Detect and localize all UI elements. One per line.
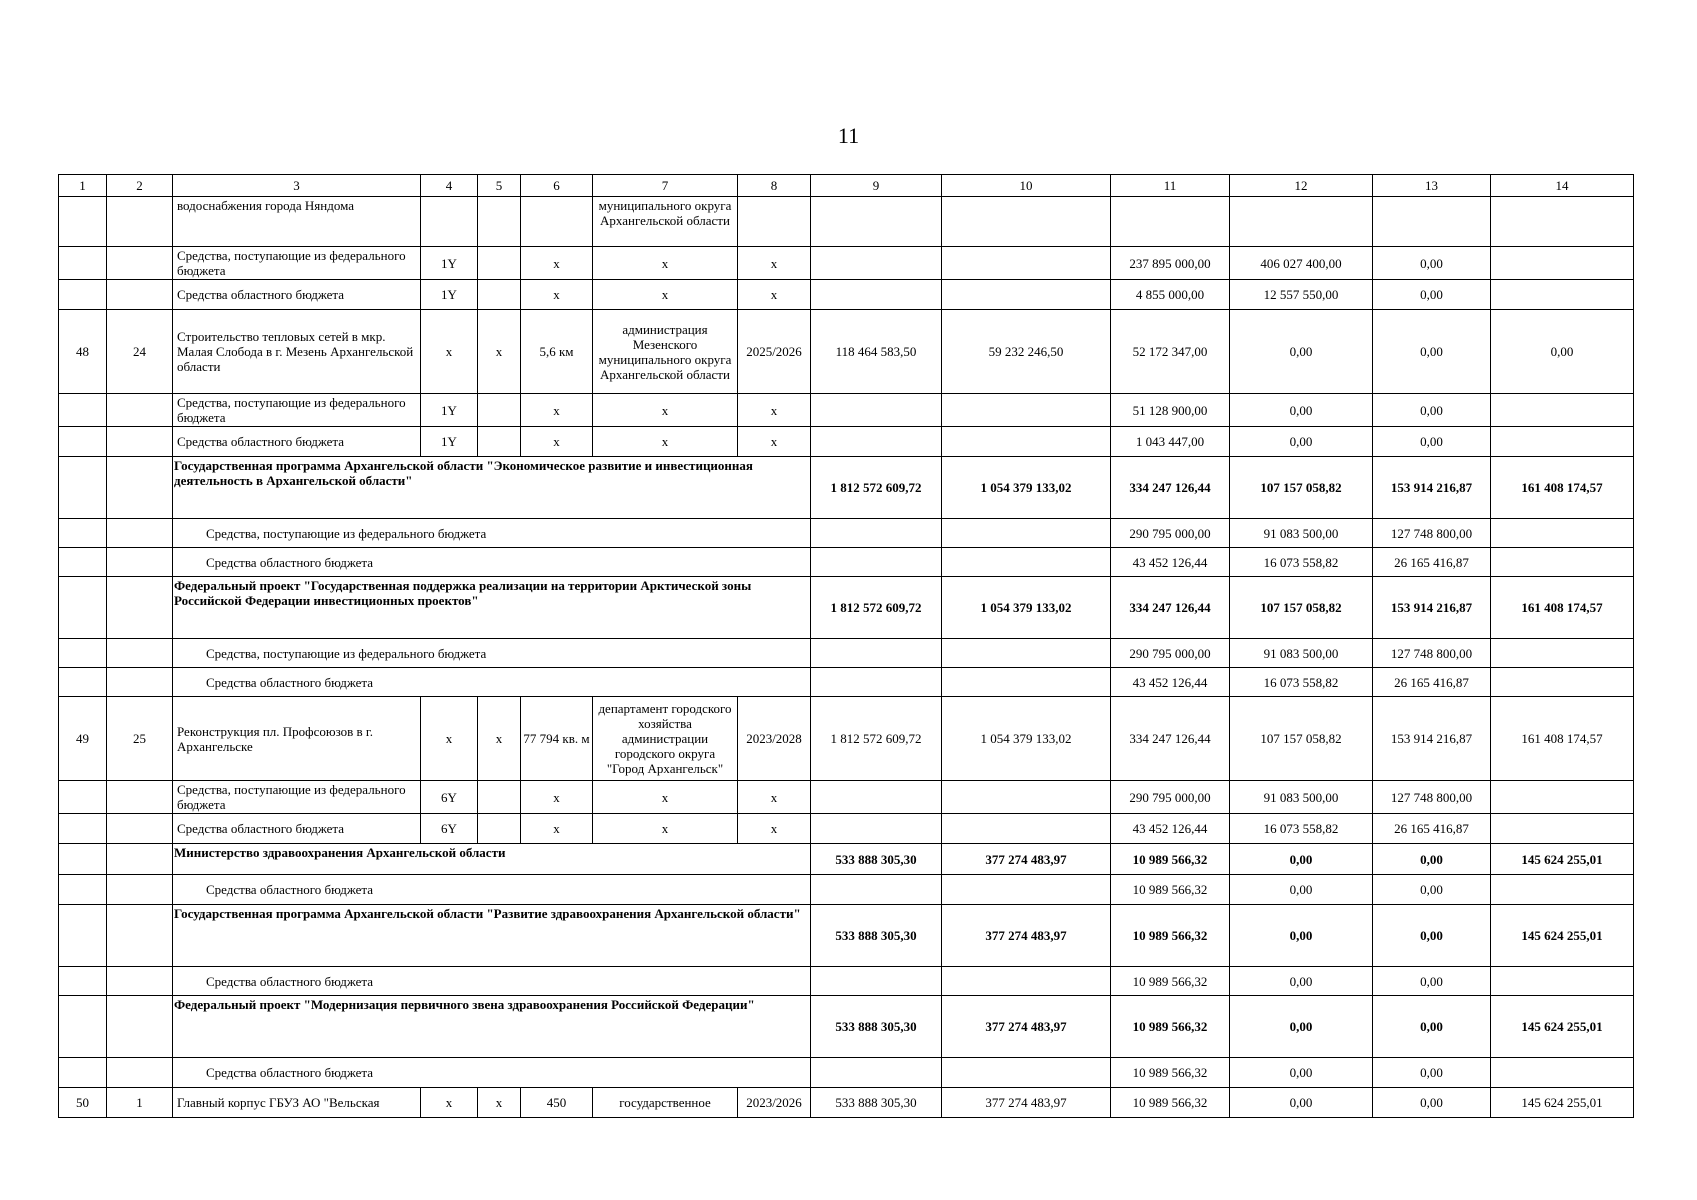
item-number [107, 668, 173, 697]
cost-total [811, 197, 942, 247]
cost-balance [942, 519, 1111, 548]
cost-total [811, 280, 942, 310]
row-number [59, 814, 107, 844]
amount-2025: 0,00 [1230, 996, 1373, 1058]
cost-total [811, 548, 942, 577]
code: 6Y [421, 814, 478, 844]
cost-balance [942, 967, 1111, 996]
cost-balance [942, 875, 1111, 905]
amount-later [1491, 247, 1634, 280]
column-number: 3 [173, 175, 421, 197]
amount-later: 0,00 [1491, 310, 1634, 394]
item-name: Средства, поступающие из федерального бюджета [173, 247, 421, 280]
period: 2025/2026 [738, 310, 811, 394]
column-number: 14 [1491, 175, 1634, 197]
col5 [478, 427, 521, 457]
amount-2024: 334 247 126,44 [1111, 577, 1230, 639]
row-number [59, 247, 107, 280]
amount-2025: 0,00 [1230, 427, 1373, 457]
funding-source-row [59, 639, 1634, 668]
amount-2024: 4 855 000,00 [1111, 280, 1230, 310]
amount-2026: 0,00 [1373, 996, 1491, 1058]
cost-balance [942, 781, 1111, 814]
funding-source-row [59, 519, 1634, 548]
responsible: x [593, 781, 738, 814]
cost-balance: 377 274 483,97 [942, 996, 1111, 1058]
row-number [59, 577, 107, 639]
cost-total [811, 639, 942, 668]
row-number [59, 394, 107, 427]
amount-2024: 10 989 566,32 [1111, 844, 1230, 875]
amount-later [1491, 875, 1634, 905]
item-number [107, 427, 173, 457]
cost-total: 533 888 305,30 [811, 844, 942, 875]
table-row [59, 280, 1634, 310]
amount-later: 161 408 174,57 [1491, 697, 1634, 781]
item-number [107, 781, 173, 814]
amount-2024: 10 989 566,32 [1111, 875, 1230, 905]
period: x [738, 394, 811, 427]
section-title-row [59, 844, 1634, 875]
item-number [107, 457, 173, 519]
funding-source-label: Средства областного бюджета [173, 548, 811, 577]
table-row [59, 247, 1634, 280]
funding-source-label: Средства областного бюджета [173, 668, 811, 697]
amount-2024: 237 895 000,00 [1111, 247, 1230, 280]
capacity: x [521, 814, 593, 844]
cost-balance [942, 280, 1111, 310]
item-name: Строительство тепловых сетей в мкр. Малая Слобода в г. Мезень Архангельской области [173, 310, 421, 394]
amount-2026: 0,00 [1373, 310, 1491, 394]
row-number: 49 [59, 697, 107, 781]
section-title: Министерство здравоохранения Архангельской области [173, 844, 811, 875]
amount-2025: 107 157 058,82 [1230, 697, 1373, 781]
amount-2026: 0,00 [1373, 280, 1491, 310]
cost-total: 118 464 583,50 [811, 310, 942, 394]
responsible: x [593, 280, 738, 310]
amount-2024: 10 989 566,32 [1111, 905, 1230, 967]
amount-2026: 0,00 [1373, 905, 1491, 967]
capacity: x [521, 781, 593, 814]
row-number [59, 875, 107, 905]
amount-2026: 153 914 216,87 [1373, 697, 1491, 781]
funding-source-label: Средства, поступающие из федерального бюджета [173, 639, 811, 668]
table-row [59, 310, 1634, 394]
cost-total [811, 967, 942, 996]
item-number [107, 1058, 173, 1088]
amount-2025 [1230, 197, 1373, 247]
period [738, 197, 811, 247]
col5: x [478, 697, 521, 781]
cost-balance [942, 247, 1111, 280]
amount-later [1491, 280, 1634, 310]
cost-balance: 377 274 483,97 [942, 1088, 1111, 1118]
amount-2025: 0,00 [1230, 1058, 1373, 1088]
cost-total: 533 888 305,30 [811, 1088, 942, 1118]
row-number [59, 996, 107, 1058]
column-number: 6 [521, 175, 593, 197]
cost-balance [942, 197, 1111, 247]
code: 1Y [421, 247, 478, 280]
row-number [59, 427, 107, 457]
amount-2026: 0,00 [1373, 247, 1491, 280]
period: x [738, 280, 811, 310]
responsible: x [593, 394, 738, 427]
amount-later: 145 624 255,01 [1491, 996, 1634, 1058]
page-number: 11 [837, 123, 860, 148]
column-number: 9 [811, 175, 942, 197]
item-number [107, 967, 173, 996]
amount-2024: 10 989 566,32 [1111, 1058, 1230, 1088]
item-name: водоснабжения города Няндома [173, 197, 421, 247]
column-number: 8 [738, 175, 811, 197]
amount-later: 161 408 174,57 [1491, 577, 1634, 639]
capacity: x [521, 280, 593, 310]
amount-2024: 290 795 000,00 [1111, 781, 1230, 814]
cost-balance [942, 668, 1111, 697]
amount-later [1491, 519, 1634, 548]
column-number: 12 [1230, 175, 1373, 197]
amount-later [1491, 427, 1634, 457]
code: x [421, 310, 478, 394]
amount-2024: 10 989 566,32 [1111, 1088, 1230, 1118]
budget-table [58, 174, 1634, 1118]
column-number: 2 [107, 175, 173, 197]
amount-later: 145 624 255,01 [1491, 1088, 1634, 1118]
item-name: Реконструкция пл. Профсоюзов в г. Архангельске [173, 697, 421, 781]
funding-source-row [59, 1058, 1634, 1088]
amount-2026: 26 165 416,87 [1373, 548, 1491, 577]
amount-later [1491, 548, 1634, 577]
row-number [59, 197, 107, 247]
cost-balance [942, 639, 1111, 668]
funding-source-label: Средства, поступающие из федерального бюджета [173, 519, 811, 548]
amount-later: 161 408 174,57 [1491, 457, 1634, 519]
amount-later [1491, 639, 1634, 668]
table-row [59, 197, 1634, 247]
col5 [478, 280, 521, 310]
cost-total: 1 812 572 609,72 [811, 457, 942, 519]
code: 1Y [421, 394, 478, 427]
cost-balance: 1 054 379 133,02 [942, 457, 1111, 519]
column-number: 10 [942, 175, 1111, 197]
item-name: Средства областного бюджета [173, 280, 421, 310]
row-number [59, 280, 107, 310]
amount-2024: 334 247 126,44 [1111, 697, 1230, 781]
table-row [59, 814, 1634, 844]
amount-2026: 0,00 [1373, 875, 1491, 905]
responsible: департамент городского хозяйства администрации городского округа "Город Архангельск" [593, 697, 738, 781]
amount-2024: 52 172 347,00 [1111, 310, 1230, 394]
funding-source-label: Средства областного бюджета [173, 1058, 811, 1088]
amount-2025: 0,00 [1230, 394, 1373, 427]
cost-balance [942, 1058, 1111, 1088]
item-number: 1 [107, 1088, 173, 1118]
table-row [59, 697, 1634, 781]
period: x [738, 427, 811, 457]
item-number [107, 280, 173, 310]
item-name: Средства областного бюджета [173, 427, 421, 457]
funding-source-row [59, 548, 1634, 577]
amount-2024: 51 128 900,00 [1111, 394, 1230, 427]
column-number: 1 [59, 175, 107, 197]
row-number [59, 844, 107, 875]
cost-total [811, 814, 942, 844]
amount-2026: 0,00 [1373, 394, 1491, 427]
section-title-row [59, 577, 1634, 639]
amount-2026: 0,00 [1373, 427, 1491, 457]
row-number [59, 548, 107, 577]
cost-total [811, 668, 942, 697]
funding-source-row [59, 875, 1634, 905]
amount-2025: 107 157 058,82 [1230, 577, 1373, 639]
amount-2025: 0,00 [1230, 1088, 1373, 1118]
code: x [421, 697, 478, 781]
period: 2023/2026 [738, 1088, 811, 1118]
responsible: государственное [593, 1088, 738, 1118]
amount-later [1491, 394, 1634, 427]
cost-balance [942, 548, 1111, 577]
column-number-row [59, 175, 1634, 197]
cost-total: 533 888 305,30 [811, 905, 942, 967]
amount-2024: 290 795 000,00 [1111, 639, 1230, 668]
amount-2025: 12 557 550,00 [1230, 280, 1373, 310]
amount-2025: 0,00 [1230, 905, 1373, 967]
amount-2025: 0,00 [1230, 967, 1373, 996]
amount-later [1491, 814, 1634, 844]
funding-source-label: Средства областного бюджета [173, 875, 811, 905]
amount-2024: 43 452 126,44 [1111, 548, 1230, 577]
amount-2025: 16 073 558,82 [1230, 814, 1373, 844]
cost-total: 1 812 572 609,72 [811, 577, 942, 639]
item-number: 25 [107, 697, 173, 781]
cost-total [811, 781, 942, 814]
capacity: x [521, 247, 593, 280]
item-number [107, 577, 173, 639]
item-number [107, 639, 173, 668]
amount-2025: 91 083 500,00 [1230, 781, 1373, 814]
cost-total [811, 427, 942, 457]
cost-total: 1 812 572 609,72 [811, 697, 942, 781]
code: 1Y [421, 280, 478, 310]
col5 [478, 814, 521, 844]
row-number [59, 967, 107, 996]
amount-2026: 26 165 416,87 [1373, 668, 1491, 697]
cost-total [811, 247, 942, 280]
amount-2024: 10 989 566,32 [1111, 967, 1230, 996]
item-name: Средства областного бюджета [173, 814, 421, 844]
funding-source-label: Средства областного бюджета [173, 967, 811, 996]
item-name: Главный корпус ГБУЗ АО "Вельская [173, 1088, 421, 1118]
item-number [107, 548, 173, 577]
row-number: 48 [59, 310, 107, 394]
cost-balance [942, 394, 1111, 427]
table-row [59, 394, 1634, 427]
code: 6Y [421, 781, 478, 814]
amount-2025: 0,00 [1230, 875, 1373, 905]
capacity: x [521, 394, 593, 427]
amount-2025: 0,00 [1230, 844, 1373, 875]
amount-2026: 26 165 416,87 [1373, 814, 1491, 844]
cost-total: 533 888 305,30 [811, 996, 942, 1058]
cost-balance: 1 054 379 133,02 [942, 577, 1111, 639]
cost-balance: 377 274 483,97 [942, 844, 1111, 875]
col5: x [478, 310, 521, 394]
item-number: 24 [107, 310, 173, 394]
item-number [107, 394, 173, 427]
section-title: Государственная программа Архангельской области "Экономическое развитие и инвестиционная деятельность в Архангельской области" [173, 457, 811, 519]
cost-balance [942, 427, 1111, 457]
col5 [478, 247, 521, 280]
amount-later: 145 624 255,01 [1491, 844, 1634, 875]
row-number [59, 639, 107, 668]
section-title-row [59, 996, 1634, 1058]
amount-later [1491, 967, 1634, 996]
responsible: муниципального округа Архангельской области [593, 197, 738, 247]
row-number [59, 1058, 107, 1088]
responsible: x [593, 247, 738, 280]
amount-2026: 0,00 [1373, 1088, 1491, 1118]
responsible: x [593, 427, 738, 457]
amount-2026: 153 914 216,87 [1373, 457, 1491, 519]
cost-total [811, 519, 942, 548]
cost-total [811, 394, 942, 427]
item-number [107, 996, 173, 1058]
period: 2023/2028 [738, 697, 811, 781]
capacity: 5,6 км [521, 310, 593, 394]
amount-2026: 0,00 [1373, 844, 1491, 875]
amount-2026: 0,00 [1373, 1058, 1491, 1088]
col5 [478, 394, 521, 427]
responsible: администрация Мезенского муниципального округа Архангельской области [593, 310, 738, 394]
column-number: 5 [478, 175, 521, 197]
section-title: Федеральный проект "Государственная поддержка реализации на территории Арктической зоны Российской Федерации инвестиционных проектов" [173, 577, 811, 639]
item-number [107, 875, 173, 905]
col5: x [478, 1088, 521, 1118]
column-number: 7 [593, 175, 738, 197]
capacity: 450 [521, 1088, 593, 1118]
item-number [107, 844, 173, 875]
capacity: x [521, 427, 593, 457]
amount-2024: 43 452 126,44 [1111, 814, 1230, 844]
row-number [59, 905, 107, 967]
amount-later: 145 624 255,01 [1491, 905, 1634, 967]
table-row [59, 427, 1634, 457]
table-row [59, 1088, 1634, 1118]
amount-2026: 127 748 800,00 [1373, 639, 1491, 668]
section-title: Государственная программа Архангельской области "Развитие здравоохранения Архангельской области" [173, 905, 811, 967]
item-number [107, 905, 173, 967]
code: 1Y [421, 427, 478, 457]
amount-2024: 43 452 126,44 [1111, 668, 1230, 697]
section-title-row [59, 457, 1634, 519]
column-number: 13 [1373, 175, 1491, 197]
section-title-row [59, 905, 1634, 967]
item-number [107, 519, 173, 548]
amount-2025: 16 073 558,82 [1230, 548, 1373, 577]
item-number [107, 814, 173, 844]
capacity: 77 794 кв. м [521, 697, 593, 781]
item-number [107, 247, 173, 280]
amount-2025: 91 083 500,00 [1230, 519, 1373, 548]
period: x [738, 814, 811, 844]
table-row [59, 781, 1634, 814]
column-number: 4 [421, 175, 478, 197]
row-number: 50 [59, 1088, 107, 1118]
funding-source-row [59, 967, 1634, 996]
cost-balance: 1 054 379 133,02 [942, 697, 1111, 781]
amount-2025: 16 073 558,82 [1230, 668, 1373, 697]
amount-2024: 334 247 126,44 [1111, 457, 1230, 519]
amount-2026 [1373, 197, 1491, 247]
funding-source-row [59, 668, 1634, 697]
amount-2025: 107 157 058,82 [1230, 457, 1373, 519]
amount-2026: 127 748 800,00 [1373, 519, 1491, 548]
amount-later [1491, 1058, 1634, 1088]
row-number [59, 457, 107, 519]
amount-2026: 0,00 [1373, 967, 1491, 996]
amount-2026: 127 748 800,00 [1373, 781, 1491, 814]
responsible: x [593, 814, 738, 844]
amount-2024 [1111, 197, 1230, 247]
cost-balance: 59 232 246,50 [942, 310, 1111, 394]
capacity [521, 197, 593, 247]
code [421, 197, 478, 247]
col5 [478, 197, 521, 247]
amount-later [1491, 197, 1634, 247]
row-number [59, 519, 107, 548]
amount-2025: 0,00 [1230, 310, 1373, 394]
section-title: Федеральный проект "Модернизация первичного звена здравоохранения Российской Федерации" [173, 996, 811, 1058]
period: x [738, 781, 811, 814]
amount-later [1491, 668, 1634, 697]
amount-2024: 1 043 447,00 [1111, 427, 1230, 457]
period: x [738, 247, 811, 280]
code: x [421, 1088, 478, 1118]
amount-2024: 10 989 566,32 [1111, 996, 1230, 1058]
col5 [478, 781, 521, 814]
row-number [59, 668, 107, 697]
cost-balance [942, 814, 1111, 844]
amount-2024: 290 795 000,00 [1111, 519, 1230, 548]
column-number: 11 [1111, 175, 1230, 197]
item-name: Средства, поступающие из федерального бюджета [173, 394, 421, 427]
amount-2025: 91 083 500,00 [1230, 639, 1373, 668]
item-name: Средства, поступающие из федерального бюджета [173, 781, 421, 814]
cost-total [811, 1058, 942, 1088]
cost-total [811, 875, 942, 905]
row-number [59, 781, 107, 814]
amount-later [1491, 781, 1634, 814]
amount-2025: 406 027 400,00 [1230, 247, 1373, 280]
amount-2026: 153 914 216,87 [1373, 577, 1491, 639]
item-number [107, 197, 173, 247]
cost-balance: 377 274 483,97 [942, 905, 1111, 967]
